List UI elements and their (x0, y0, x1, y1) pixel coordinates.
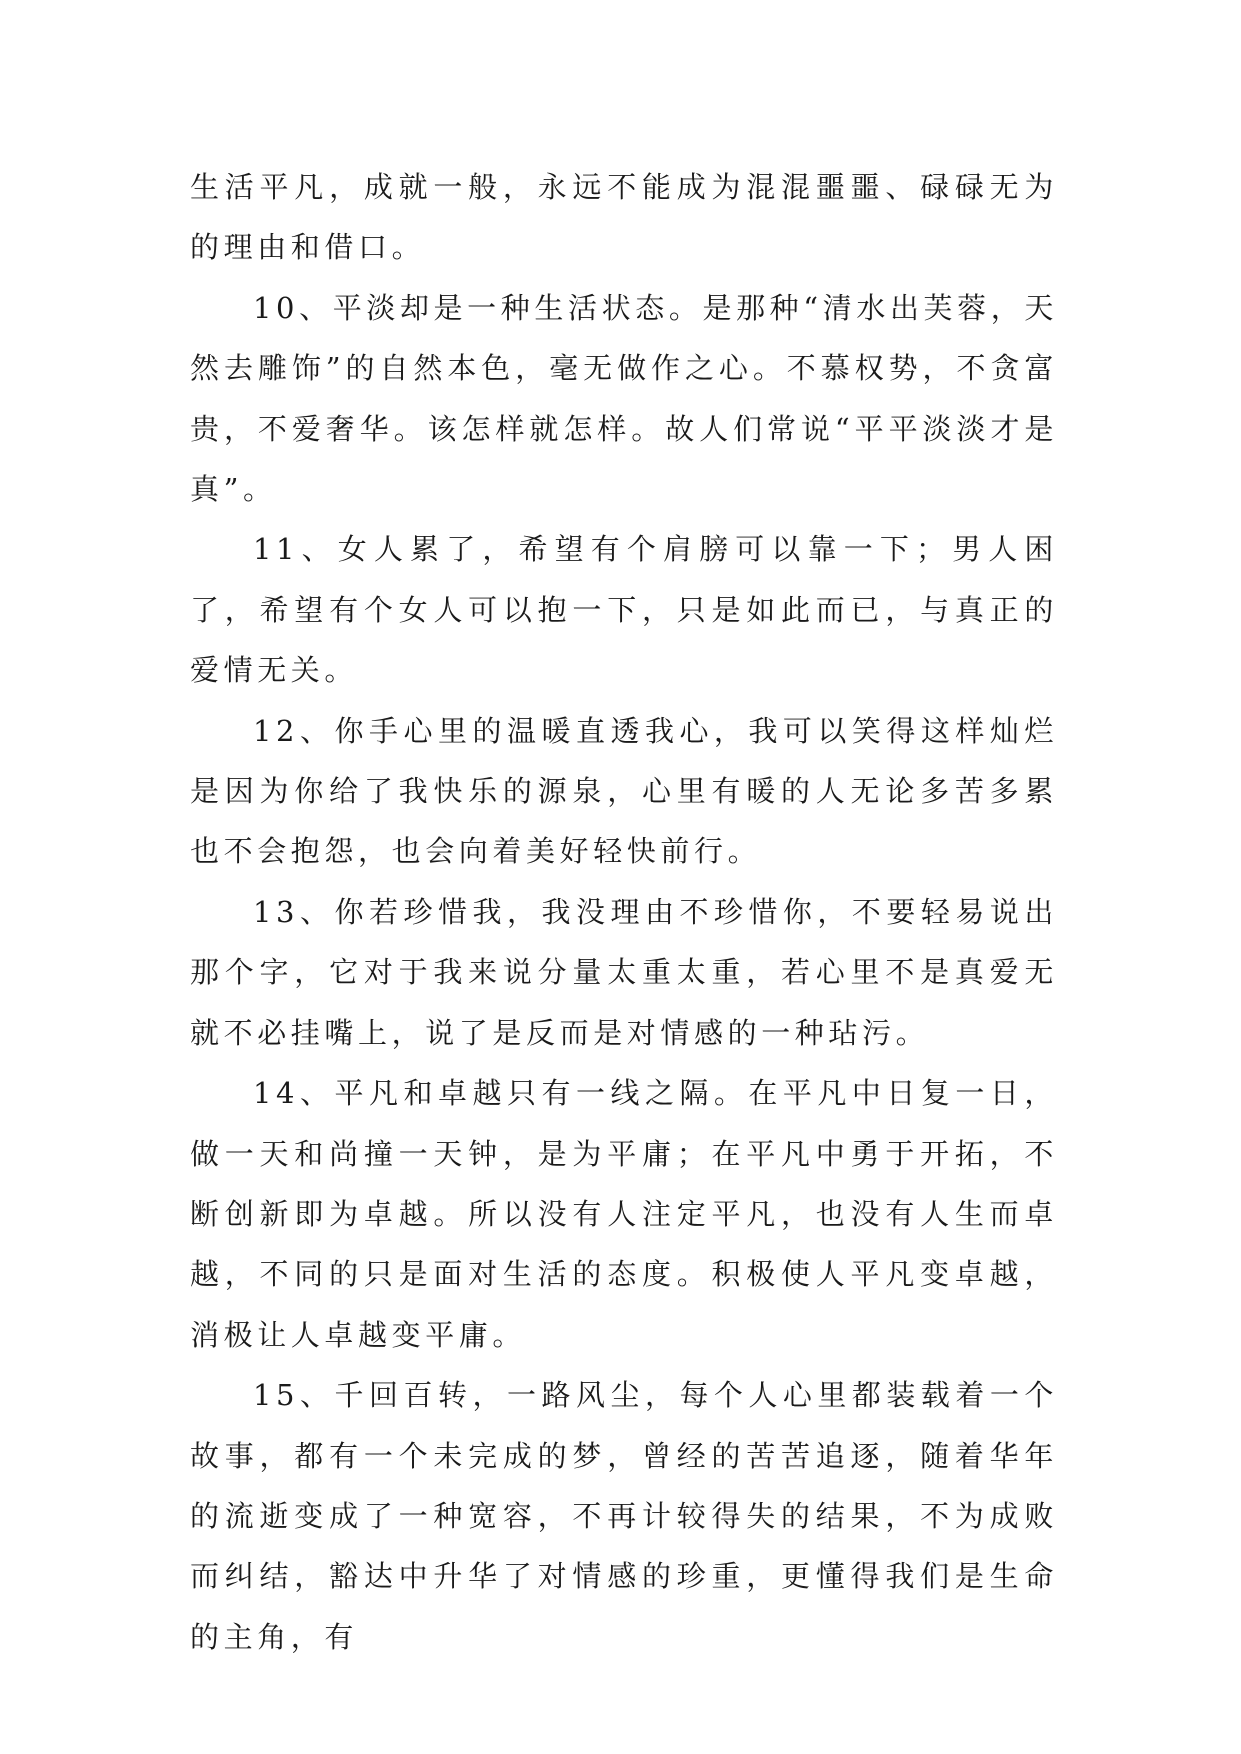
document-body (190, 157, 1058, 1667)
paragraph-item-14: 14、平凡和卓越只有一线之隔。在平凡中日复一日，做一天和尚撞一天钟，是为平庸；在平凡中勇于开拓，不断创新即为卓越。所以没有人注定平凡，也没有人生而卓越，不同的只是面对生活的态度。积极使人平凡变卓越，消极让人卓越变平庸。 (190, 1076, 1058, 1352)
paragraph-continuation: 生活平凡，成就一般，永远不能成为混混噩噩、碌碌无为的理由和借口。 (190, 170, 1058, 265)
paragraph-item-15: 15、千回百转，一路风尘，每个人心里都装载着一个故事，都有一个未完成的梦，曾经的苦苦追逐，随着华年的流逝变成了一种宽容，不再计较得失的结果，不为成败而纠结，豁达中升华了对情感的珍重，更懂得我们是生命的主角，有 (190, 1378, 1058, 1654)
paragraph-item-13: 13、你若珍惜我，我没理由不珍惜你，不要轻易说出那个字，它对于我来说分量太重太重，若心里不是真爱无就不必挂嘴上，说了是反而是对情感的一种玷污。 (190, 894, 1058, 1050)
paragraph-item-11: 11、女人累了，希望有个肩膀可以靠一下；男人困了，希望有个女人可以抱一下，只是如此而已，与真正的爱情无关。 (190, 532, 1058, 688)
paragraph-item-10: 10、平淡却是一种生活状态。是那种“清水出芙蓉，天然去雕饰”的自然本色，毫无做作之心。不慕权势，不贪富贵，不爱奢华。该怎样就怎样。故人们常说“平平淡淡才是真”。 (190, 290, 1058, 507)
paragraph-item-12: 12、你手心里的温暖直透我心，我可以笑得这样灿烂是因为你给了我快乐的源泉，心里有暖的人无论多苦多累也不会抱怨，也会向着美好轻快前行。 (190, 713, 1058, 869)
